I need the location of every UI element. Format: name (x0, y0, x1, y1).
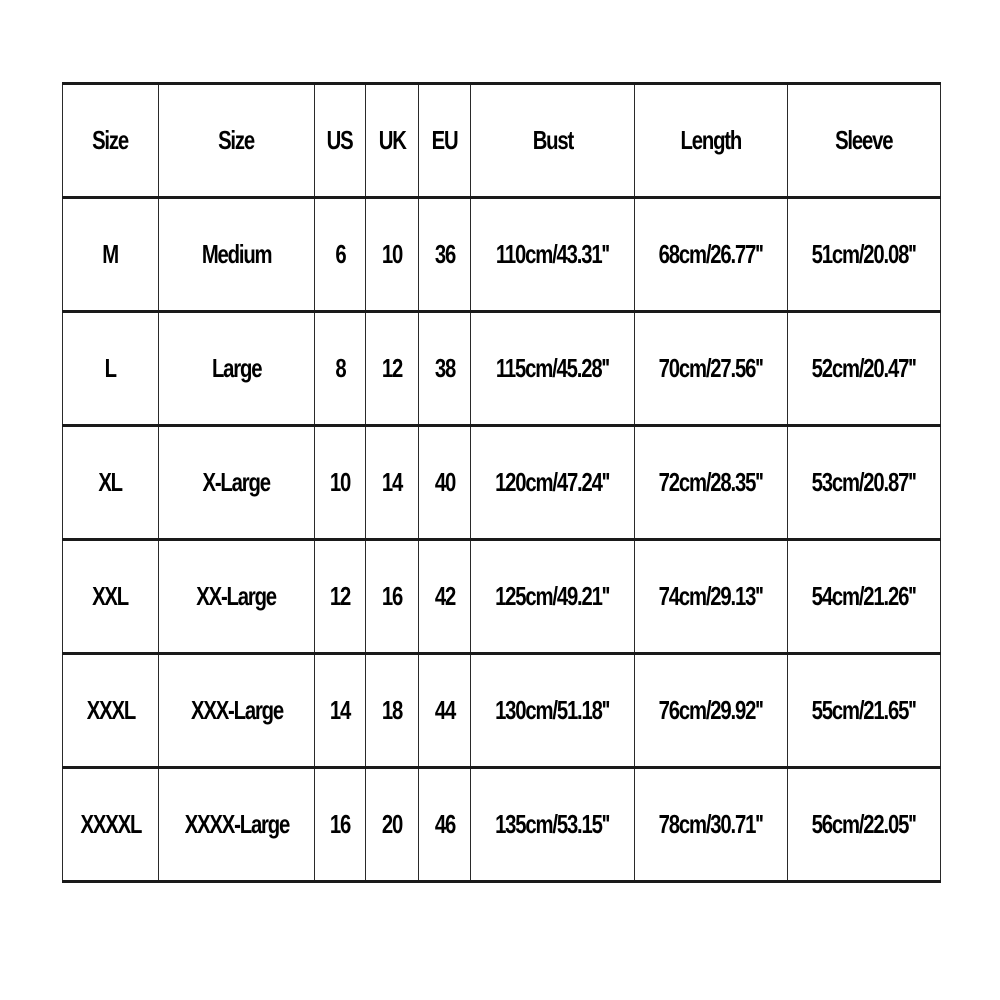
cell-sleeve: 55cm/21.65'' (788, 654, 941, 768)
size-chart-table (62, 82, 941, 883)
cell-bust: 125cm/49.21'' (471, 540, 635, 654)
cell-size-code: XXXXL (63, 768, 159, 882)
cell-length: 78cm/30.71'' (635, 768, 788, 882)
cell-bust: 115cm/45.28'' (471, 312, 635, 426)
cell-uk: 10 (366, 198, 419, 312)
cell-sleeve: 51cm/20.08'' (788, 198, 941, 312)
cell-size-code: M (63, 198, 159, 312)
header-row (63, 84, 941, 198)
header-size-code: Size (63, 84, 159, 198)
table-row (63, 426, 941, 540)
table-body (63, 198, 941, 882)
cell-sleeve: 56cm/22.05'' (788, 768, 941, 882)
cell-bust: 120cm/47.24'' (471, 426, 635, 540)
table-header (63, 84, 941, 198)
cell-sleeve: 54cm/21.26'' (788, 540, 941, 654)
header-bust: Bust (471, 84, 635, 198)
cell-uk: 12 (366, 312, 419, 426)
header-length: Length (635, 84, 788, 198)
cell-bust: 110cm/43.31'' (471, 198, 635, 312)
cell-us: 12 (315, 540, 366, 654)
cell-bust: 130cm/51.18'' (471, 654, 635, 768)
cell-us: 10 (315, 426, 366, 540)
cell-eu: 42 (419, 540, 471, 654)
table-row (63, 654, 941, 768)
cell-length: 74cm/29.13'' (635, 540, 788, 654)
cell-eu: 38 (419, 312, 471, 426)
cell-sleeve: 53cm/20.87'' (788, 426, 941, 540)
cell-uk: 20 (366, 768, 419, 882)
header-size-name: Size (159, 84, 315, 198)
cell-eu: 44 (419, 654, 471, 768)
header-us: US (315, 84, 366, 198)
cell-us: 8 (315, 312, 366, 426)
cell-us: 14 (315, 654, 366, 768)
cell-us: 6 (315, 198, 366, 312)
cell-size-code: XL (63, 426, 159, 540)
cell-uk: 16 (366, 540, 419, 654)
cell-uk: 14 (366, 426, 419, 540)
cell-size-name: XX-Large (159, 540, 315, 654)
cell-size-code: XXL (63, 540, 159, 654)
cell-eu: 40 (419, 426, 471, 540)
cell-bust: 135cm/53.15'' (471, 768, 635, 882)
cell-sleeve: 52cm/20.47'' (788, 312, 941, 426)
table-row (63, 768, 941, 882)
header-eu: EU (419, 84, 471, 198)
cell-size-code: L (63, 312, 159, 426)
header-sleeve: Sleeve (788, 84, 941, 198)
table-row (63, 198, 941, 312)
cell-length: 72cm/28.35'' (635, 426, 788, 540)
cell-eu: 46 (419, 768, 471, 882)
cell-uk: 18 (366, 654, 419, 768)
cell-size-name: XXX-Large (159, 654, 315, 768)
cell-size-name: Medium (159, 198, 315, 312)
cell-size-name: Large (159, 312, 315, 426)
cell-size-name: XXXX-Large (159, 768, 315, 882)
table-row (63, 540, 941, 654)
table-row (63, 312, 941, 426)
cell-size-name: X-Large (159, 426, 315, 540)
cell-us: 16 (315, 768, 366, 882)
header-uk: UK (366, 84, 419, 198)
cell-eu: 36 (419, 198, 471, 312)
cell-size-code: XXXL (63, 654, 159, 768)
cell-length: 70cm/27.56'' (635, 312, 788, 426)
cell-length: 68cm/26.77'' (635, 198, 788, 312)
cell-length: 76cm/29.92'' (635, 654, 788, 768)
